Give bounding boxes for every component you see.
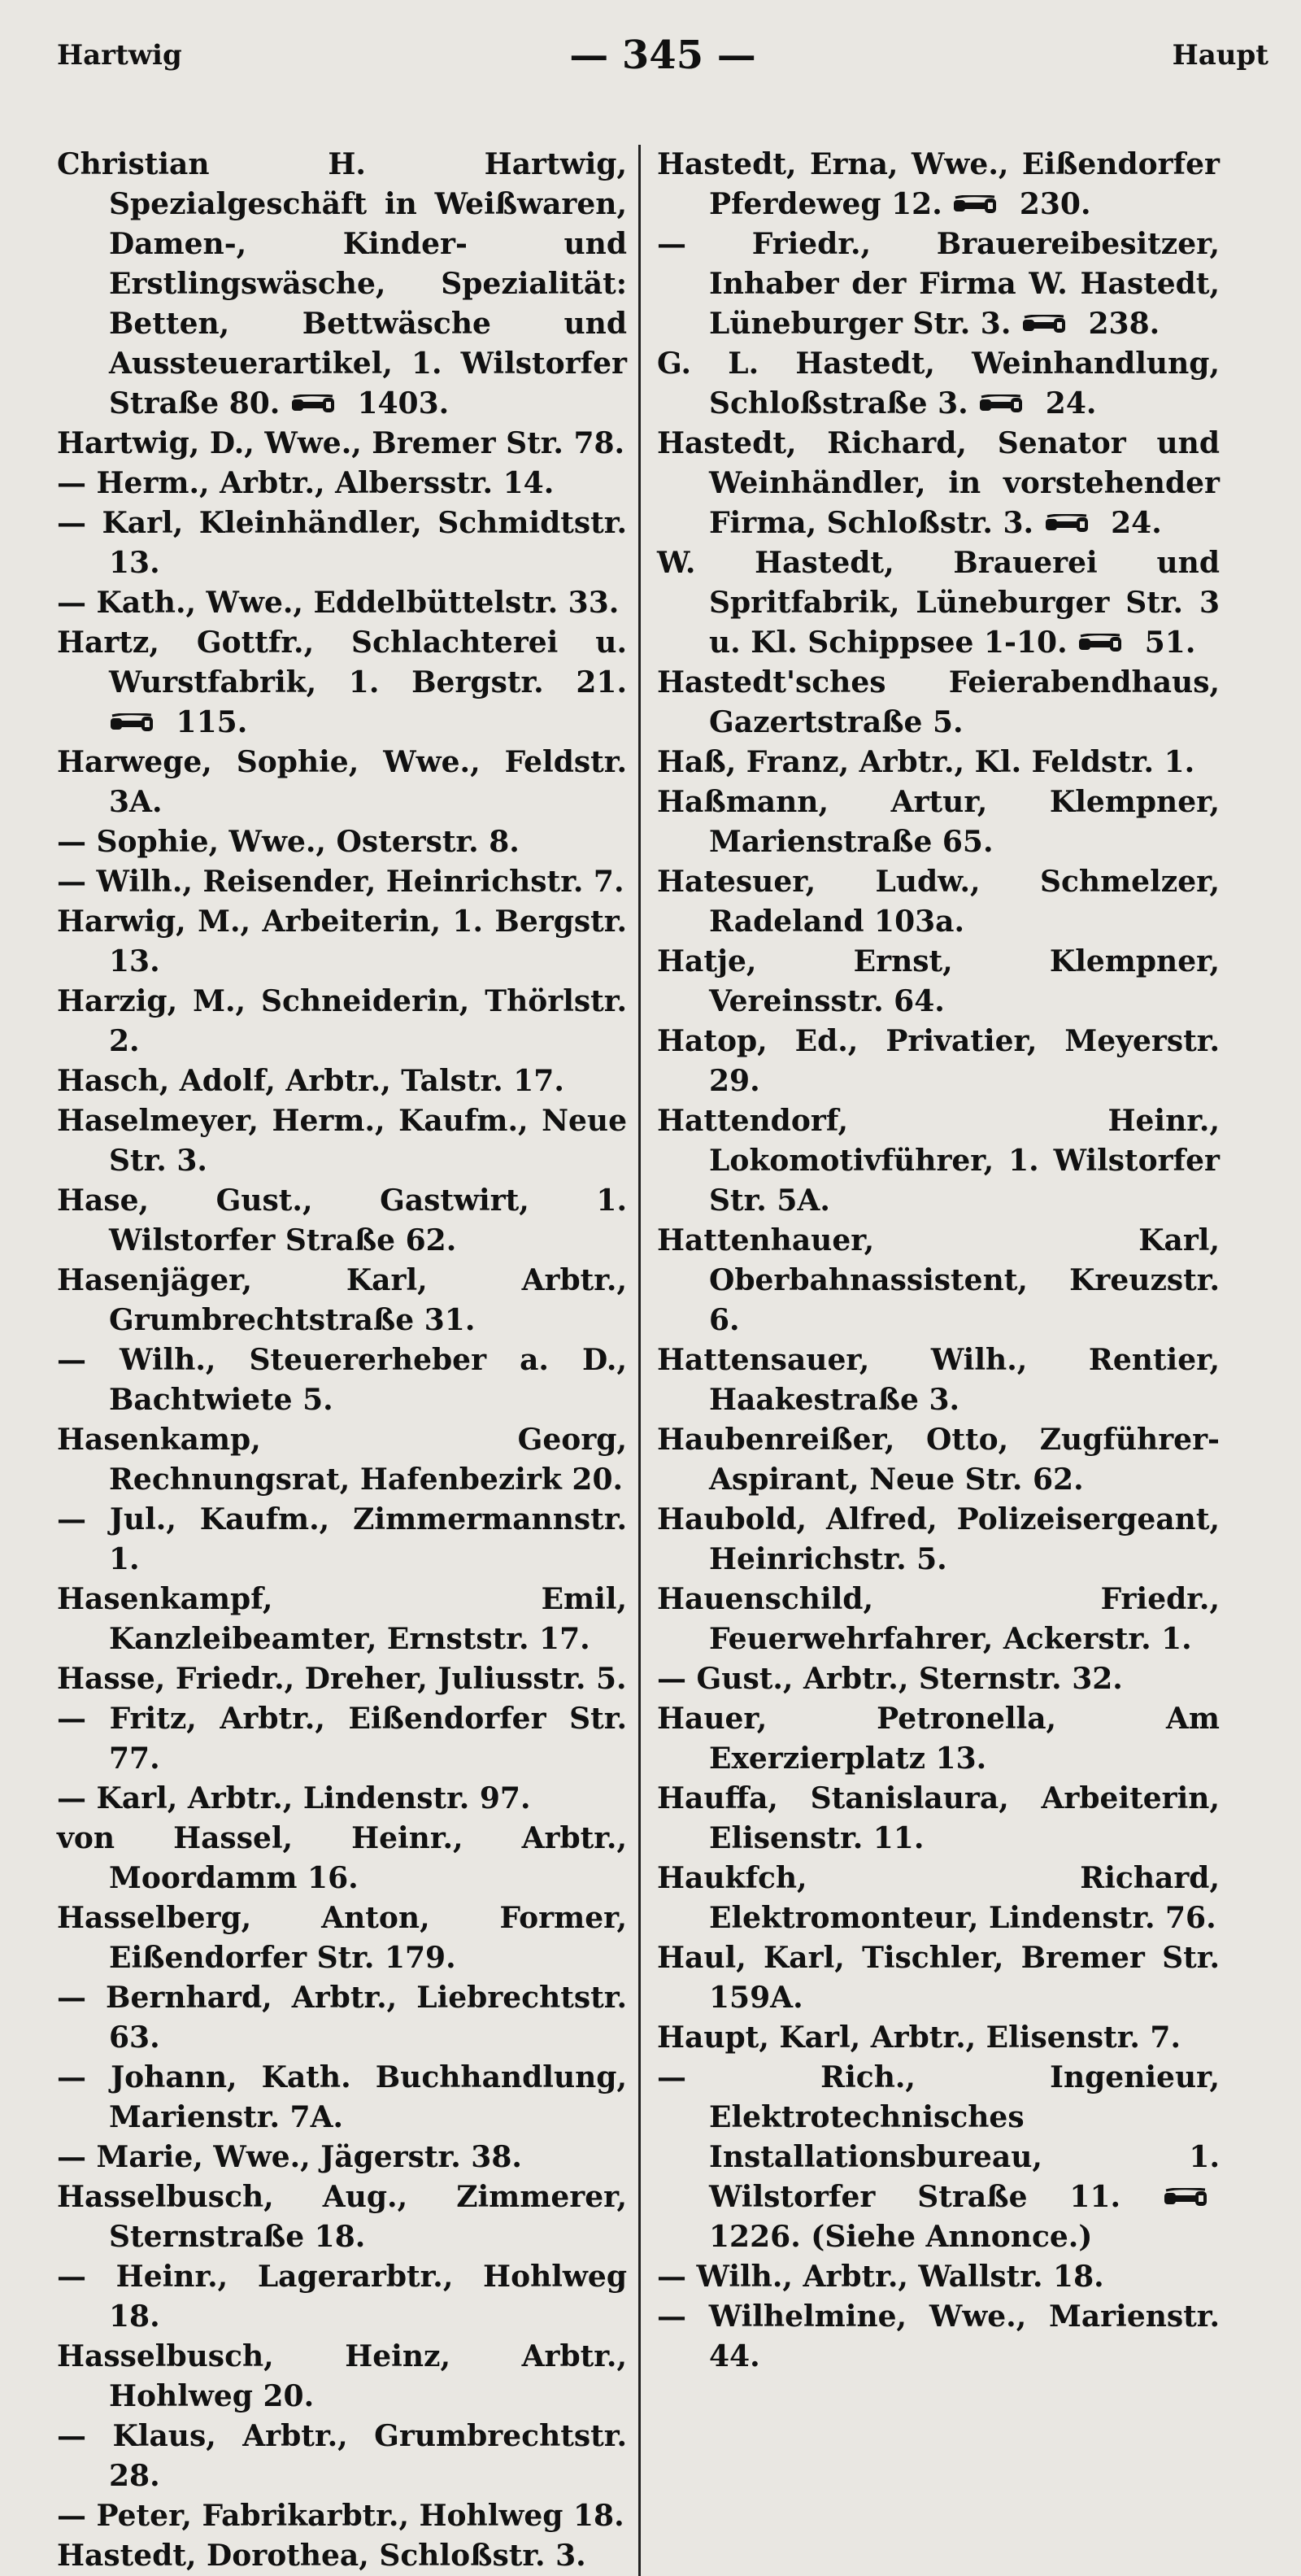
directory-entry	[57, 1580, 627, 1659]
entry-text: Harwege, Sophie, Wwe., Feldstr. 3A.	[57, 745, 627, 819]
phone-number: 230.	[1019, 187, 1091, 221]
directory-entry	[57, 583, 627, 623]
entry-text: Haukfch, Richard, Elektromonteur, Lindenstr. 76.	[657, 1861, 1220, 1935]
directory-entry	[657, 2018, 1220, 2058]
entry-text: von Hassel, Heinr., Arbtr., Moordamm 16.	[57, 1821, 627, 1895]
directory-entry	[57, 2177, 627, 2257]
directory-entry	[57, 2496, 627, 2536]
entry-text: Hasselbusch, Aug., Zimmerer, Sternstraße 18.	[57, 2180, 627, 2254]
directory-entry	[657, 782, 1220, 862]
directory-entry	[657, 1859, 1220, 1938]
telephone-icon	[109, 713, 156, 734]
entry-text: Hartwig, D., Wwe., Bremer Str. 78.	[57, 426, 625, 460]
entry-text: Hatesuer, Ludw., Schmelzer, Radeland 103a.	[657, 865, 1220, 939]
entry-text: Hatje, Ernst, Klempner, Vereinsstr. 64.	[657, 944, 1220, 1018]
entry-text: Harzig, M., Schneiderin, Thörlstr. 2.	[57, 984, 627, 1058]
entry-text: Haupt, Karl, Arbtr., Elisenstr. 7.	[657, 2020, 1181, 2055]
directory-entry	[657, 224, 1220, 344]
directory-entry	[57, 743, 627, 822]
directory-entry	[657, 663, 1220, 743]
entry-text: — Kath., Wwe., Eddelbüttelstr. 33.	[57, 586, 620, 620]
entry-text: — Sophie, Wwe., Osterstr. 8.	[57, 825, 520, 859]
entry-text: Hattensauer, Wilh., Rentier, Haakestraße 3.	[657, 1343, 1220, 1417]
entry-text: Hattendorf, Heinr., Lokomotivführer, 1. Wilstorfer Str. 5A.	[657, 1104, 1220, 1218]
directory-entry	[657, 1340, 1220, 1420]
directory-entry	[57, 862, 627, 902]
entry-text: Hastedt'sches Feierabendhaus, Gazertstraße 5.	[657, 665, 1220, 739]
phone-number: 51.	[1144, 625, 1196, 660]
entry-text: Haul, Karl, Tischler, Bremer Str. 159A.	[657, 1941, 1220, 2015]
entry-text: — Klaus, Arbtr., Grumbrechtstr. 28.	[57, 2419, 627, 2493]
directory-entry	[57, 902, 627, 982]
directory-entry	[57, 623, 627, 743]
entry-text: Haubold, Alfred, Polizeisergeant, Heinrichstr. 5.	[657, 1502, 1220, 1576]
entry-text: Hase, Gust., Gastwirt, 1. Wilstorfer Straße 62.	[57, 1183, 627, 1257]
entry-text: Hastedt, Dorothea, Schloßstr. 3.	[57, 2539, 586, 2573]
entry-text: — Herm., Arbtr., Albersstr. 14.	[57, 466, 555, 500]
entry-text: Hasse, Friedr., Dreher, Juliusstr. 5.	[57, 1662, 627, 1696]
directory-entry	[657, 1101, 1220, 1221]
entry-text: Hauer, Petronella, Am Exerzierplatz 13.	[657, 1702, 1220, 1776]
entry-text: — Peter, Fabrikarbtr., Hohlweg 18.	[57, 2499, 624, 2533]
phone-number: 1226.	[709, 2220, 801, 2254]
entry-text: — Karl, Arbtr., Lindenstr. 97.	[57, 1781, 531, 1815]
directory-entry	[657, 2297, 1220, 2377]
directory-entry	[57, 1261, 627, 1340]
directory-entry	[657, 743, 1220, 782]
phone-number: 238.	[1088, 307, 1160, 341]
entry-text: — Heinr., Lagerarbtr., Hohlweg 18.	[57, 2260, 627, 2334]
directory-entry	[57, 1181, 627, 1261]
directory-entry	[657, 1699, 1220, 1779]
right-column	[638, 145, 1220, 2576]
entry-text: — Fritz, Arbtr., Eißendorfer Str. 77.	[57, 1702, 627, 1776]
directory-entry	[57, 2138, 627, 2177]
telephone-icon	[1163, 2188, 1210, 2209]
directory-entry	[657, 424, 1220, 543]
directory-entry	[657, 1420, 1220, 1500]
directory-entry	[57, 1978, 627, 2058]
entry-text: — Gust., Arbtr., Sternstr. 32.	[657, 1662, 1123, 1696]
phone-number: 1403.	[357, 386, 450, 421]
directory-entry	[657, 862, 1220, 942]
entry-text: Hatop, Ed., Privatier, Meyerstr. 29.	[657, 1024, 1220, 1098]
directory-entry	[657, 543, 1220, 663]
directory-entry	[657, 2257, 1220, 2297]
entry-text: — Rich., Ingenieur, Elektrotechnisches Installationsbureau, 1. Wilstorfer Straße 11.	[657, 2060, 1220, 2214]
directory-entry	[57, 2417, 627, 2496]
header-last-name: Haupt	[1172, 39, 1268, 72]
entry-text: Hasselberg, Anton, Former, Eißendorfer Str. 179.	[57, 1901, 627, 1975]
entry-text: Hauenschild, Friedr., Feuerwehrfahrer, Ackerstr. 1.	[657, 1582, 1220, 1656]
entry-text: Hartz, Gottfr., Schlachterei u. Wurstfabrik, 1. Bergstr. 21.	[57, 625, 627, 700]
entry-text: Haselmeyer, Herm., Kaufm., Neue Str. 3.	[57, 1104, 627, 1178]
entry-note: (Siehe Annonce.)	[811, 2220, 1093, 2254]
entry-text: Haubenreißer, Otto, Zugführer-Aspirant, Neue Str. 62.	[657, 1423, 1220, 1497]
entry-text: Hattenhauer, Karl, Oberbahnassistent, Kreuzstr. 6.	[657, 1223, 1220, 1337]
directory-entry	[657, 1022, 1220, 1101]
telephone-icon	[952, 195, 999, 216]
entry-text: — Jul., Kaufm., Zimmermannstr. 1.	[57, 1502, 627, 1576]
directory-entry	[57, 2257, 627, 2337]
directory-entry	[57, 145, 627, 424]
phone-number: 24.	[1045, 386, 1097, 421]
directory-entry	[57, 424, 627, 464]
directory-entry	[57, 2337, 627, 2417]
phone-number: 24.	[1111, 506, 1162, 540]
telephone-icon	[1044, 514, 1091, 535]
page-number: — 345 —	[569, 33, 756, 78]
directory-entry	[657, 2058, 1220, 2257]
entry-text: — Johann, Kath. Buchhandlung, Marienstr. 7A.	[57, 2060, 627, 2134]
header-first-name: Hartwig	[57, 39, 182, 72]
entry-text: Hasenjäger, Karl, Arbtr., Grumbrechtstraße 31.	[57, 1263, 627, 1337]
directory-entry	[657, 1659, 1220, 1699]
entry-text: Hasenkamp, Georg, Rechnungsrat, Hafenbezirk 20.	[57, 1423, 627, 1497]
entry-text: Harwig, M., Arbeiterin, 1. Bergstr. 13.	[57, 904, 627, 979]
directory-entry	[57, 1420, 627, 1500]
directory-entry	[57, 1500, 627, 1580]
entry-text: — Marie, Wwe., Jägerstr. 38.	[57, 2140, 522, 2174]
entry-text: — Wilh., Steuererheber a. D., Bachtwiete 5.	[57, 1343, 627, 1417]
entry-text: — Wilhelmine, Wwe., Marienstr. 44.	[657, 2299, 1220, 2373]
directory-entry	[57, 2536, 627, 2576]
entry-text: W. Hastedt, Brauerei und Spritfabrik, Lüneburger Str. 3 u. Kl. Schippsee 1-10.	[657, 546, 1220, 660]
directory-entry	[57, 464, 627, 503]
directory-entry	[57, 503, 627, 583]
entry-text: Hauffa, Stanislaura, Arbeiterin, Elisenstr. 11.	[657, 1781, 1220, 1855]
entry-text: — Bernhard, Arbtr., Liebrechtstr. 63.	[57, 1981, 627, 2055]
directory-entry	[57, 822, 627, 862]
directory-entry	[57, 1340, 627, 1420]
directory-entry	[657, 1500, 1220, 1580]
directory-entry	[57, 1779, 627, 1819]
entry-text: — Wilh., Reisender, Heinrichstr. 7.	[57, 865, 624, 899]
entry-text: Hasch, Adolf, Arbtr., Talstr. 17.	[57, 1064, 564, 1098]
page-header	[57, 33, 1268, 89]
directory-entry	[57, 1819, 627, 1898]
directory-entry	[657, 1938, 1220, 2018]
directory-entry	[657, 1580, 1220, 1659]
directory-entry	[57, 1659, 627, 1699]
telephone-icon	[978, 394, 1025, 416]
entry-text: — Wilh., Arbtr., Wallstr. 18.	[657, 2260, 1104, 2294]
directory-entry	[57, 1101, 627, 1181]
entry-text: Hasenkampf, Emil, Kanzleibeamter, Ernststr. 17.	[57, 1582, 627, 1656]
directory-columns	[57, 145, 1268, 2576]
directory-entry	[657, 1221, 1220, 1340]
directory-entry	[657, 145, 1220, 224]
directory-entry	[657, 1779, 1220, 1859]
directory-entry	[57, 982, 627, 1061]
phone-number: 115.	[176, 705, 248, 739]
directory-entry	[657, 942, 1220, 1022]
telephone-icon	[1021, 315, 1068, 336]
directory-entry	[57, 1061, 627, 1101]
entry-text: Christian H. Hartwig, Spezialgeschäft in Weißwaren, Damen-, Kinder- und Erstlingswäsche, Spezialität: Betten, Bettwäsche und Aussteuerartikel, 1. Wilstorfer Straße 80.	[57, 147, 627, 421]
entry-text: Hastedt, Richard, Senator und Weinhändler, in vorstehender Firma, Schloßstr. 3.	[657, 426, 1220, 540]
entry-text: Haßmann, Artur, Klempner, Marienstraße 65.	[657, 785, 1220, 859]
directory-entry	[57, 2058, 627, 2138]
entry-text: Hasselbusch, Heinz, Arbtr., Hohlweg 20.	[57, 2339, 627, 2413]
directory-entry	[57, 1699, 627, 1779]
entry-text: Hastedt, Erna, Wwe., Eißendorfer Pferdeweg 12.	[657, 147, 1220, 221]
telephone-icon	[1077, 634, 1125, 655]
entry-text: — Karl, Kleinhändler, Schmidtstr. 13.	[57, 506, 627, 580]
entry-text: G. L. Hastedt, Weinhandlung, Schloßstraße 3.	[657, 347, 1220, 421]
telephone-icon	[290, 394, 337, 416]
directory-entry	[657, 344, 1220, 424]
left-column	[57, 145, 638, 2576]
entry-text: — Friedr., Brauereibesitzer, Inhaber der Firma W. Hastedt, Lüneburger Str. 3.	[657, 227, 1220, 341]
directory-entry	[57, 1898, 627, 1978]
entry-text: Haß, Franz, Arbtr., Kl. Feldstr. 1.	[657, 745, 1195, 779]
